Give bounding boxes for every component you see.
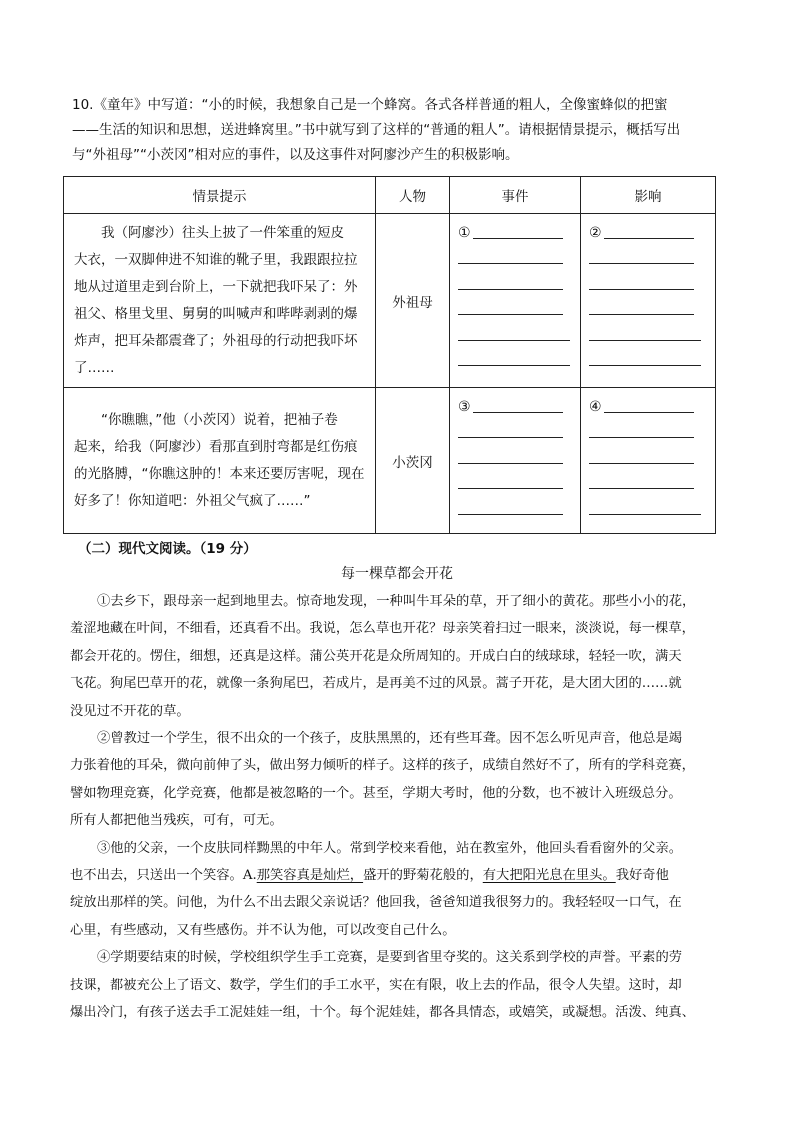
- answer-marker: ④: [589, 398, 602, 415]
- hint-line: “你瞧瞧，”他（小茨冈）说着，把袖子卷: [101, 411, 338, 428]
- article-line: 没见过不开花的草。: [70, 703, 190, 719]
- article-line: 譬如物理竞赛，化学竞赛，他都是被忽略的一个。甚至，学期大考时，他的分数，也不被计入班级总分。: [70, 785, 682, 801]
- text-segment: 我好奇他: [615, 868, 669, 884]
- section-heading: （二）现代文阅读。（19 分）: [78, 541, 257, 557]
- underlined-segment: 那笑容真是灿烂，: [256, 868, 364, 884]
- table-header-row: [64, 177, 716, 214]
- header-hint: 情景提示: [64, 177, 376, 214]
- table-row-grandmother: [64, 214, 716, 388]
- hint-line: 大衣，一双脚伸进不知谁的靴子里，我跟跟拉拉: [74, 251, 358, 268]
- article-body: [70, 588, 730, 1027]
- text-segment: 也不出去，只送出一个笑容。A.: [70, 868, 257, 884]
- question-line: 与“外祖母”“小茨冈”相对应的事件，以及这事件对阿廖沙产生的积极影响。: [72, 147, 519, 163]
- hint-line: 地从过道里走到台阶上，一下就把我吓呆了：外: [74, 278, 358, 295]
- article-line: 爆出冷门，有孩子送去手工泥娃娃一组，十个。每个泥娃娃，都各具情态，或嬉笑，或凝想。活泼、纯真、: [70, 1005, 695, 1021]
- effect-answer-blank[interactable]: [581, 388, 716, 534]
- question-line: ——生活的知识和思想，送进蜂窝里。”书中就写到了这样的“普通的粗人”。请根据情景提示，概括写出: [72, 122, 681, 138]
- article-line: 绽放出那样的笑。问他，为什么不出去跟父亲说话？他回我，爸爸知道我很努力的。我轻轻叹一口气，在: [70, 895, 682, 911]
- question-line: 10.《童年》中写道：“小的时候，我想象自己是一个蜂窝。各式各样普通的粗人，全像蜜蜂似的把蜜: [72, 97, 668, 113]
- article-line: 都会开花的。愣住，细想，还真是这样。蒲公英开花是众所周知的。开成白白的绒球球，轻轻一吹，满天: [70, 648, 682, 664]
- event-answer-blank[interactable]: [450, 214, 581, 388]
- text-segment: 盛开的野菊花般的，: [363, 868, 483, 884]
- article-title: 每一棵草都会开花: [341, 566, 453, 582]
- article-line: 力张着他的耳朵，微向前伸了头，做出努力倾听的样子。这样的孩子，成绩自然好不了，所有的学科竞赛，: [70, 758, 695, 774]
- hint-line: 祖父、格里戈里、舅舅的叫喊声和哔哔剥剥的爆: [74, 305, 358, 322]
- hint-line: 炸声，把耳朵都震聋了；外祖母的行动把我吓坏: [74, 332, 358, 349]
- event-answer-blank[interactable]: [450, 388, 581, 534]
- header-effect: 影响: [581, 177, 716, 214]
- answer-marker: ③: [458, 398, 471, 415]
- article-line-underlined: [70, 862, 730, 889]
- effect-answer-blank[interactable]: [581, 214, 716, 388]
- underlined-segment: 有大把阳光息在里头。: [482, 868, 616, 884]
- article-line: ①去乡下，跟母亲一起到地里去。惊奇地发现，一种叫牛耳朵的草，开了细小的黄花。那些小小的花，: [97, 594, 696, 609]
- question-10: [72, 93, 732, 168]
- header-person: 人物: [376, 177, 450, 214]
- article-line: ②曾教过一个学生，很不出众的一个孩子，皮肤黑黑的，还有些耳聋。因不怎么听见声音，他总是竭: [97, 731, 683, 747]
- article-line: 飞花。狗尾巴草开的花，就像一条狗尾巴，若成片，是再美不过的风景。蒿子开花，是大团大团的……就: [70, 676, 682, 692]
- table-row-gypsy: [64, 388, 716, 534]
- hint-cell: [64, 214, 376, 388]
- hint-line: 起来，给我（阿廖沙）看那直到肘弯都是红伤痕: [74, 438, 358, 455]
- hint-line: 的光胳膊，“你瞧这肿的！本来还要厉害呢，现在: [74, 465, 365, 482]
- person-cell: 外祖母: [376, 214, 450, 388]
- article-line: 技课，都被充公上了语文、数学，学生们的手工水平，实在有限，收上去的作品，很令人失望。这时，却: [70, 977, 682, 993]
- article-line: 心里，有些感动，又有些感伤。并不认为他，可以改变自己什么。: [70, 922, 456, 938]
- hint-line: 好多了！你知道吧：外祖父气疯了……”: [74, 492, 311, 509]
- answer-marker: ①: [458, 224, 471, 241]
- answer-marker: ②: [589, 224, 602, 241]
- person-cell: 小茨冈: [376, 388, 450, 534]
- article-line: ④学期要结束的时候，学校组织学生手工竞赛，是要到省里夺奖的。这关系到学校的声誉。平素的劳: [97, 950, 683, 966]
- answer-table: [63, 176, 716, 534]
- article-line: 所有人都把他当残疾，可有，可无。: [70, 813, 283, 829]
- hint-cell: [64, 388, 376, 534]
- hint-line: 我（阿廖沙）往头上披了一件笨重的短皮: [101, 224, 344, 241]
- hint-line: 了……: [74, 359, 115, 376]
- article-line: 羞涩地藏在叶间，不细看，还真看不出。我说，怎么草也开花？母亲笑着扫过一眼来，淡淡说，每一棵草，: [70, 621, 695, 637]
- header-event: 事件: [450, 177, 581, 214]
- article-line: ③他的父亲，一个皮肤同样黝黑的中年人。常到学校来看他，站在教室外，他回头看看窗外的父亲。: [97, 840, 683, 856]
